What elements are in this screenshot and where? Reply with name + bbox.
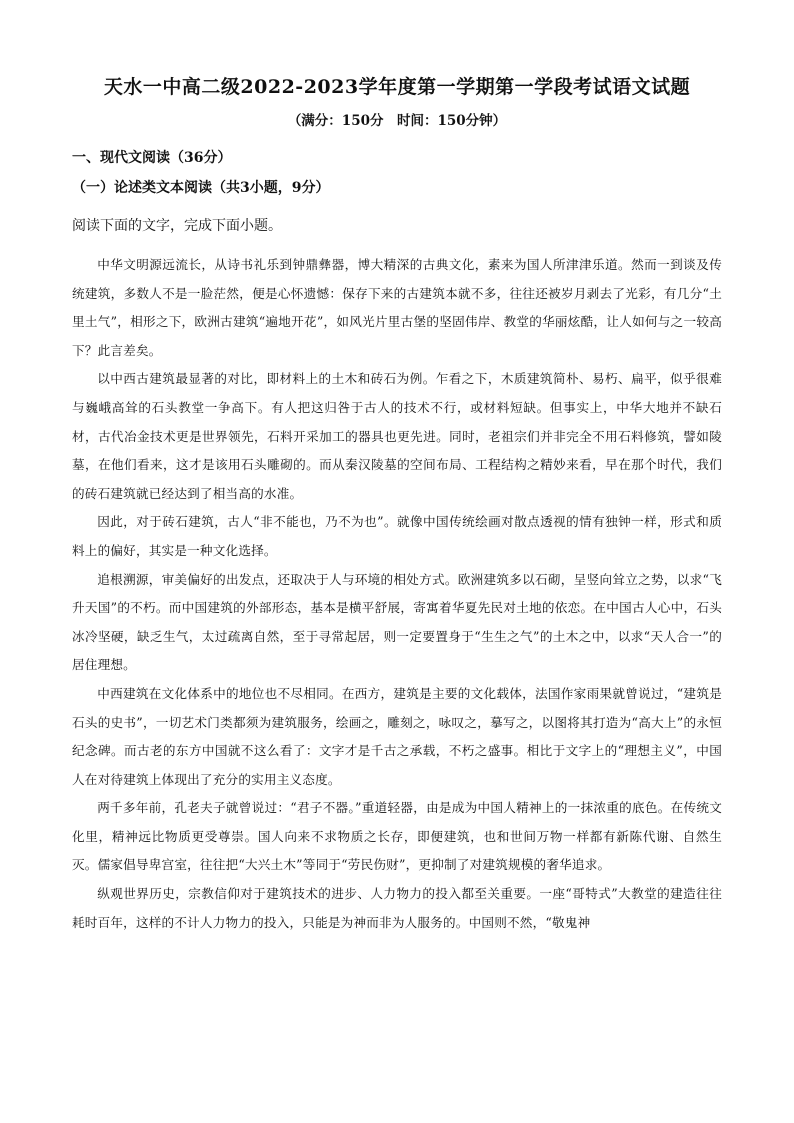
passage-paragraph: 追根溯源，审美偏好的出发点，还取决于人与环境的相处方式。欧洲建筑多以石砌，呈竖向耸立之势，以求“飞升天国”的不朽。而中国建筑的外部形态，基本是横平舒展，寄寓着华夏先民对土地的依恋。在中国古人心中，石头冰冷坚硬，缺乏生气，太过疏离自然，至于寻常起居，则一定要置身于“生生之气”的土木之中，以求“天人合一”的居住理想。	[72, 571, 722, 673]
passage-paragraph: 以中西古建筑最显著的对比，即材料上的土木和砖石为例。乍看之下，木质建筑简朴、易朽、扁平，似乎很难与巍峨高耸的石头教堂一争高下。有人把这归咎于古人的技术不行，或材料短缺。但事实上，中华大地并不缺石材，古代冶金技术更是世界领先，石料开采加工的器具也更先进。同时，老祖宗们并非完全不用石料修筑，譬如陵墓，在他们看来，这才是该用石头雕砌的。而从秦汉陵墓的空间布局、工程结构之精妙来看，早在那个时代，我们的砖石建筑就已经达到了相当高的水准。	[72, 371, 722, 501]
section-heading: 一、现代文阅读（36分）	[72, 150, 232, 166]
exam-score-time: （满分：150分 时间：150分钟）	[287, 113, 507, 129]
passage-paragraph: 中华文明源远流长，从诗书礼乐到钟鼎彝器，博大精深的古典文化，素来为国人所津津乐道。然而一到谈及传统建筑，多数人不是一脸茫然，便是心怀遗憾：保存下来的古建筑本就不多，往往还被岁月剥去了光彩，有几分“土里土气”，相形之下，欧洲古建筑“遍地开花”，如风光片里古堡的坚固伟岸、教堂的华丽炫酷，让人如何与之一较高下？此言差矣。	[72, 257, 722, 358]
passage-paragraph: 中西建筑在文化体系中的地位也不尽相同。在西方，建筑是主要的文化载体，法国作家雨果就曾说过，“建筑是石头的史书”，一切艺术门类都须为建筑服务，绘画之，雕刻之，咏叹之，摹写之，以图将其打造为“高大上”的永恒纪念碑。而古老的东方中国就不这么看了：文字才是千古之承载，不朽之盛事。相比于文字上的“理想主义”，中国人在对待建筑上体现出了充分的实用主义态度。	[72, 685, 722, 787]
reading-passage	[72, 251, 722, 937]
exam-title: 天水一中高二级2022-2023学年度第一学期第一学段考试语文试题	[103, 76, 691, 98]
passage-paragraph: 纵观世界历史，宗教信仰对于建筑技术的进步、人力物力的投入都至关重要。一座“哥特式”大教堂的建造往往耗时百年，这样的不计人力物力的投入，只能是为神而非为人服务的。中国则不然，“敬鬼神	[72, 886, 722, 930]
reading-instruction: 阅读下面的文字，完成下面小题。	[72, 218, 282, 234]
subsection-heading: （一）论述类文本阅读（共3小题，9分）	[72, 180, 330, 196]
passage-paragraph: 因此，对于砖石建筑，古人“非不能也，乃不为也”。就像中国传统绘画对散点透视的情有独钟一样，形式和质料上的偏好，其实是一种文化选择。	[72, 514, 722, 558]
passage-paragraph: 两千多年前，孔老夫子就曾说过：“君子不器。”重道轻器，由是成为中国人精神上的一抹浓重的底色。在传统文化里，精神远比物质更受尊崇。国人向来不求物质之长存，即便建筑，也和世间万物一样都有新陈代谢、自然生灭。儒家倡导卑宫室，往往把“大兴土木”等同于“劳民伤财”，更抑制了对建筑规模的奢华追求。	[72, 800, 722, 873]
